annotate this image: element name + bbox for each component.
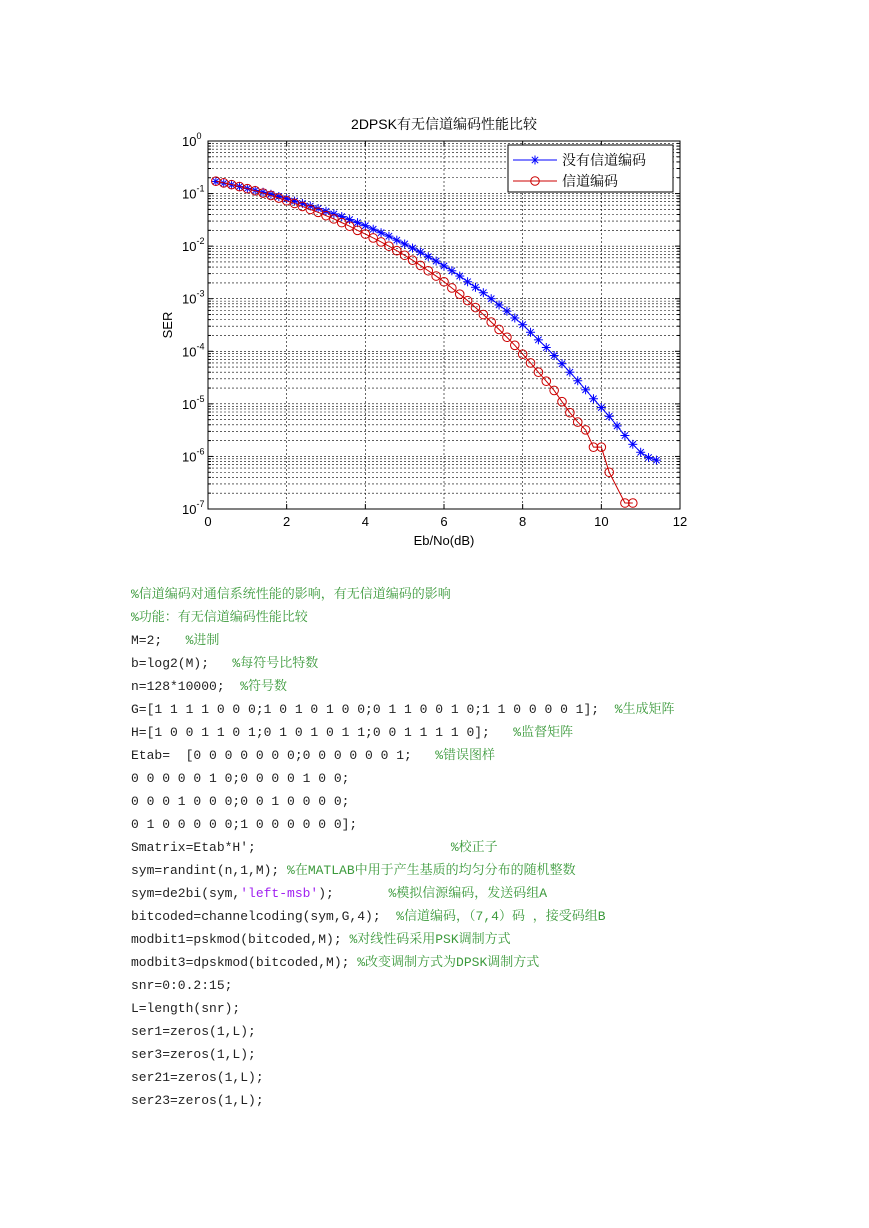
code-text: Smatrix=Etab*H'; (131, 840, 451, 855)
code-comment: %符号数 (240, 679, 288, 694)
code-line (131, 698, 831, 721)
code-comment: %信道编码对通信系统性能的影响，有无信道编码的影响 (131, 587, 451, 602)
code-comment: %改变调制方式为DPSK调制方式 (357, 955, 540, 970)
code-text: b=log2(M); (131, 656, 233, 671)
x-tick-label: 6 (440, 514, 448, 529)
code-line (131, 606, 831, 629)
ser-chart (150, 108, 710, 558)
code-line (131, 836, 831, 859)
code-text: modbit1=pskmod(bitcoded,M); (131, 932, 350, 947)
code-comment: %在MATLAB中用于产生基质的均匀分布的随机整数 (287, 863, 576, 878)
code-text: sym=de2bi(sym, (131, 886, 241, 901)
y-tick-label: $10^{-2}$ (182, 236, 205, 255)
code-text: Etab= [0 0 0 0 0 0 0;0 0 0 0 0 0 1; (131, 748, 436, 763)
code-line (131, 790, 831, 813)
code-line (131, 882, 831, 905)
y-tick-label: $10^{-1}$ (182, 183, 205, 202)
y-tick-label: $10^{-7}$ (182, 499, 205, 517)
code-text: 0 1 0 0 0 0 0;1 0 0 0 0 0 0]; (131, 817, 358, 832)
code-comment: %信道编码，（7,4）码 ，接受码组B (396, 909, 606, 924)
y-tick-label: $10^{-5}$ (182, 393, 205, 412)
code-text: sym=randint(n,1,M); (131, 863, 288, 878)
code-text: ser1=zeros(1,L); (131, 1024, 256, 1039)
code-comment: %监督矩阵 (513, 725, 574, 740)
code-comment: %生成矩阵 (614, 702, 675, 717)
chart-title: 2DPSK有无信道编码性能比较 (351, 116, 537, 132)
x-tick-label: 2 (283, 514, 291, 529)
code-text: n=128*10000; (131, 679, 241, 694)
x-axis-label: Eb/No(dB) (413, 533, 475, 548)
code-text: ); (318, 886, 389, 901)
code-line (131, 583, 831, 606)
code-string: 'left-msb' (240, 886, 319, 901)
legend (508, 145, 673, 192)
code-text: bitcoded=channelcoding(sym,G,4); (131, 909, 397, 924)
y-axis-label: SER (160, 311, 175, 339)
code-text: ser23=zeros(1,L); (131, 1093, 264, 1108)
x-tick-label: 0 (204, 514, 212, 529)
code-line (131, 1066, 831, 1089)
code-comment: %功能：有无信道编码性能比较 (131, 610, 308, 625)
code-text: snr=0:0.2:15; (131, 978, 233, 993)
code-comment: %每符号比特数 (232, 656, 319, 671)
code-text: L=length(snr); (131, 1001, 241, 1016)
code-line (131, 1089, 831, 1112)
legend-marker-asterisk (531, 156, 540, 165)
code-line (131, 859, 831, 882)
code-line (131, 905, 831, 928)
code-text: ser3=zeros(1,L); (131, 1047, 256, 1062)
code-line (131, 951, 831, 974)
code-line (131, 721, 831, 744)
code-comment: %对线性码采用PSK调制方式 (349, 932, 511, 947)
code-line (131, 974, 831, 997)
code-text: ser21=zeros(1,L); (131, 1070, 264, 1085)
code-text: H=[1 0 0 1 1 0 1;0 1 0 1 0 1 1;0 0 1 1 1 1 0]; (131, 725, 514, 740)
code-line (131, 744, 831, 767)
code-comment: %错误图样 (435, 748, 496, 763)
code-comment: %校正子 (450, 840, 498, 855)
code-line (131, 652, 831, 675)
code-line (131, 1043, 831, 1066)
legend-label-no-coding: 没有信道编码 (562, 152, 646, 168)
code-line (131, 629, 831, 652)
y-tick-label: $10^0$ (182, 131, 202, 149)
x-tick-label: 12 (672, 514, 688, 529)
code-text: modbit3=dpskmod(bitcoded,M); (131, 955, 358, 970)
code-line (131, 813, 831, 836)
code-text: G=[1 1 1 1 0 0 0;1 0 1 0 1 0 0;0 1 1 0 0 1 0;1 1 0 0 0 0 1]; (131, 702, 615, 717)
legend-label-coding: 信道编码 (562, 173, 618, 189)
code-comment: %进制 (185, 633, 220, 648)
code-line (131, 997, 831, 1020)
x-tick-label: 4 (361, 514, 369, 529)
y-tick-label: $10^{-6}$ (182, 446, 205, 465)
code-line (131, 767, 831, 790)
code-text: 0 0 0 1 0 0 0;0 0 1 0 0 0 0; (131, 794, 350, 809)
code-text: 0 0 0 0 0 1 0;0 0 0 0 1 0 0; (131, 771, 350, 786)
x-tick-label: 8 (519, 514, 527, 529)
code-text: M=2; (131, 633, 186, 648)
y-tick-label: $10^{-4}$ (182, 341, 205, 360)
code-line (131, 928, 831, 951)
y-tick-label: $10^{-3}$ (182, 288, 205, 307)
matlab-code-block (131, 583, 831, 1112)
code-comment: %模拟信源编码，发送码组A (388, 886, 548, 901)
code-line (131, 675, 831, 698)
x-tick-label: 10 (594, 514, 609, 529)
code-line (131, 1020, 831, 1043)
